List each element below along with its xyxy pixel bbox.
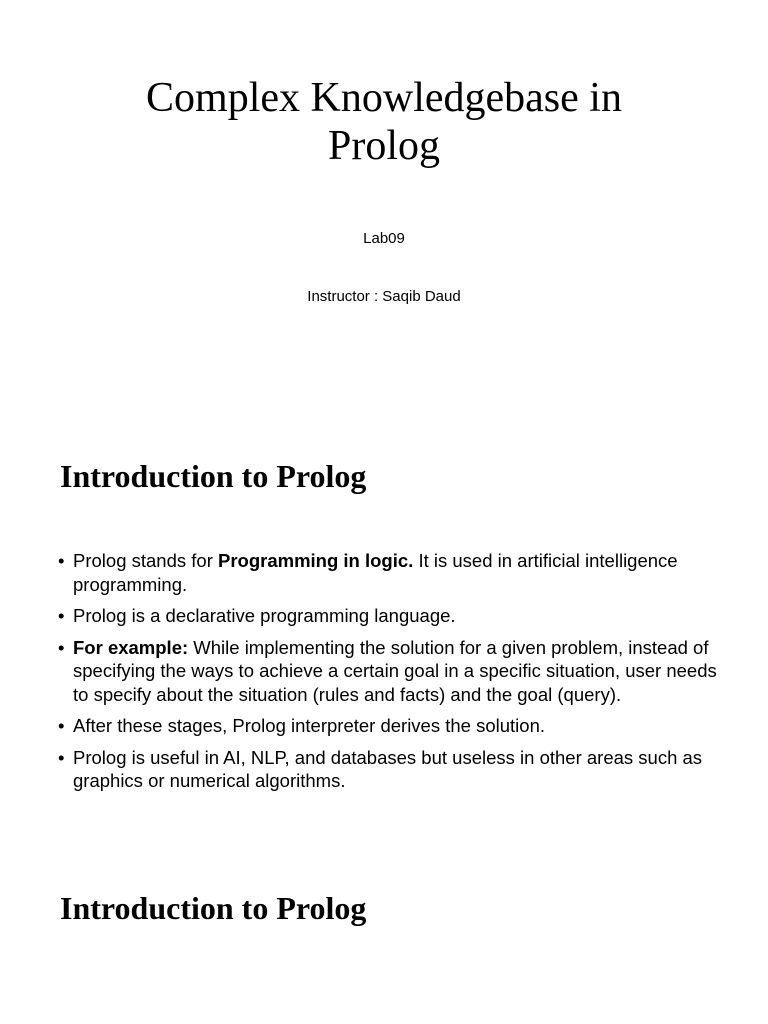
bullet-item <box>58 746 718 793</box>
title-line-2: Prolog <box>327 123 440 169</box>
bullet-icon: • <box>58 746 65 768</box>
bullet-item <box>58 604 718 628</box>
bullet-text-bold: For example: <box>73 636 189 658</box>
bullet-text: While implementing the solution for a given problem, instead of specifying the ways to achieve a certain goal in a specific situation, user needs to specify about the situation (rules and facts) and the goal (query). <box>73 636 717 705</box>
bullet-icon: • <box>58 605 65 626</box>
bullet-list <box>58 549 718 801</box>
third-slide <box>0 864 768 1024</box>
cut-off-text-line <box>58 1014 718 1024</box>
slide-heading: Introduction to Prolog <box>60 890 367 926</box>
title-line-1: Complex Knowledgebase in <box>146 75 622 121</box>
slide-heading: Introduction to Prolog <box>60 458 367 494</box>
bullet-item <box>58 636 718 707</box>
lab-label: Lab09 <box>363 230 405 247</box>
bullet-icon: • <box>58 715 65 736</box>
content-slide <box>0 432 768 864</box>
title-slide <box>0 0 768 432</box>
bullet-text-bold: Programming in logic. <box>218 550 414 571</box>
bullet-text-post: It is used in artificial intelligence programming. <box>73 550 678 595</box>
bullet-item <box>58 549 718 596</box>
bullet-text: After these stages, Prolog interpreter derives the solution. <box>73 715 546 736</box>
bullet-text: Prolog is a declarative programming language. <box>73 605 456 626</box>
bullet-text-pre: Prolog stands for <box>73 550 218 571</box>
bullet-text: Prolog is useful in AI, NLP, and databases but useless in other areas such as graphics or numerical algorithms. <box>73 746 703 791</box>
bullet-item <box>58 714 718 738</box>
presentation-title <box>0 74 768 170</box>
instructor-label: Instructor : Saqib Daud <box>307 288 461 305</box>
bullet-icon: • <box>58 550 65 571</box>
bullet-icon: • <box>58 636 65 658</box>
